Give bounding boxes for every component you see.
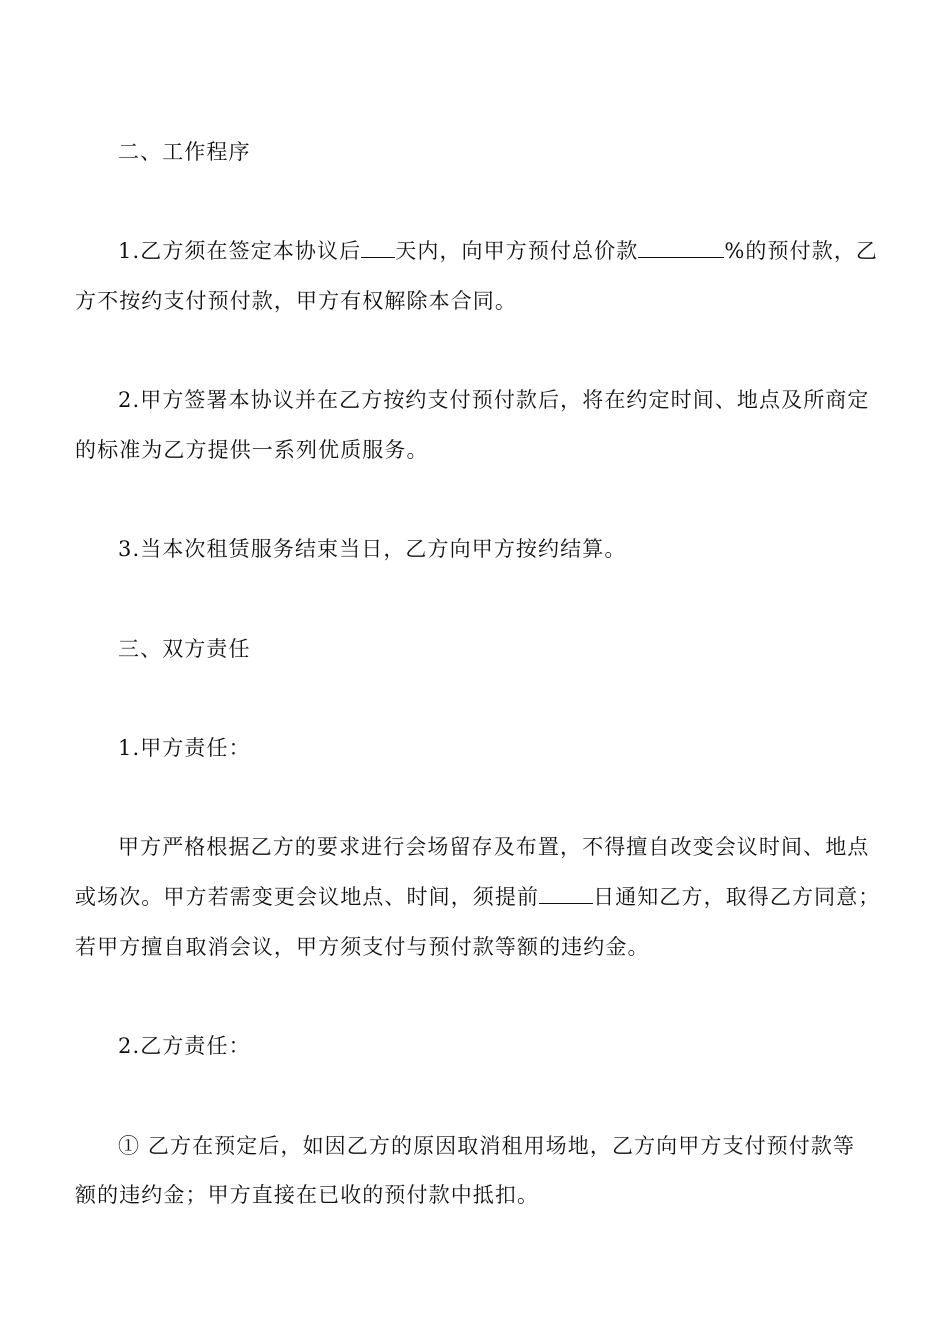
section-heading-responsibilities: 三、双方责任	[118, 637, 251, 661]
section-heading-work-procedure: 二、工作程序	[118, 140, 251, 164]
paragraph-2-line-2: 的标准为乙方提供一系列优质服务。	[75, 438, 429, 462]
paragraph-3: 3.当本次租赁服务结束当日，乙方向甲方按约结算。	[118, 537, 627, 561]
p1-text-b: 天内，向甲方预付总价款	[395, 239, 639, 263]
party-a-text-line-2b: 日通知乙方，取得乙方同意；	[593, 885, 881, 909]
party-a-heading: 1.甲方责任：	[118, 736, 251, 760]
paragraph-1-line-1	[118, 236, 878, 266]
blank-percent	[638, 239, 724, 258]
p1-text-c: %的预付款，乙	[724, 239, 879, 263]
paragraph-2-line-1: 2.甲方签署本协议并在乙方按约支付预付款后，将在约定时间、地点及所商定	[118, 388, 870, 412]
paragraph-1-line-2: 方不按约支付预付款，甲方有权解除本合同。	[75, 289, 517, 313]
party-b-heading: 2.乙方责任：	[118, 1034, 251, 1058]
blank-days	[361, 239, 395, 258]
party-a-text-line-2a: 或场次。甲方若需变更会议地点、时间，须提前	[75, 885, 540, 909]
party-b-item-1-line-2: 额的违约金；甲方直接在已收的预付款中抵扣。	[75, 1183, 540, 1207]
p1-text-a: 1.乙方须在签定本协议后	[118, 239, 362, 263]
party-a-text-line-3: 若甲方擅自取消会议，甲方须支付与预付款等额的违约金。	[75, 935, 650, 959]
party-b-item-1-line-1: ① 乙方在预定后，如因乙方的原因取消租用场地，乙方向甲方支付预付款等	[118, 1134, 856, 1158]
party-a-text-line-1: 甲方严格根据乙方的要求进行会场留存及布置，不得擅自改变会议时间、地点	[118, 835, 870, 859]
blank-notice-days	[539, 885, 593, 904]
party-a-text-line-2	[75, 882, 880, 912]
